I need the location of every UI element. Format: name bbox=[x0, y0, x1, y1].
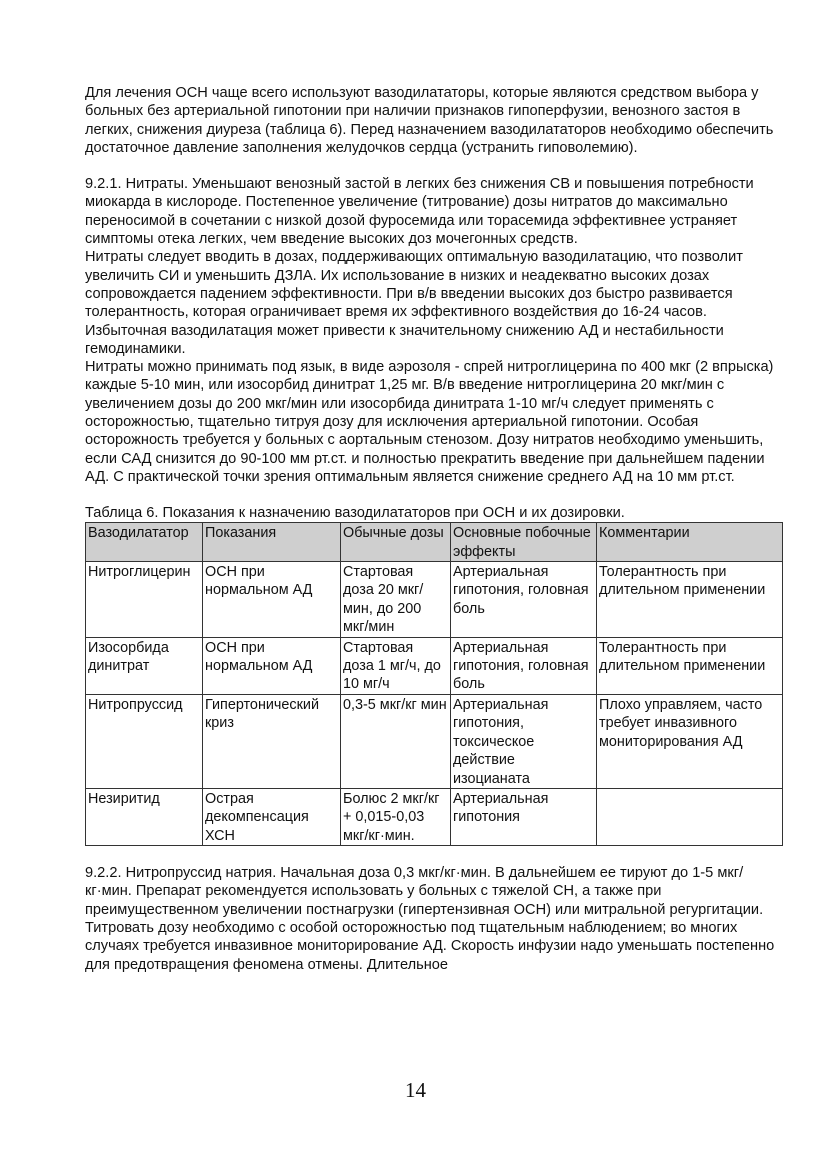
table-cell: Незиритид bbox=[86, 788, 203, 845]
paragraph-nitroprusside: 9.2.2. Нитропруссид натрия. Начальная доза 0,3 мкг/кг·мин. В дальнейшем ее тируют до 1-5 мкг/кг·мин. Препарат рекомендуется использовать у больных с тяжелой СН, а также при преимущественном увеличении постнагрузки (гипертензивная ОСН) или митральной регургитации. Титровать дозу необходимо с особой осторожностью под тщательным наблюдением; во многих случаях требуется инвазивное мониторирование АД. Скорость инфузии надо уменьшать постепенно для предотвращения феномена отмены. Длительное bbox=[85, 865, 775, 973]
table-cell: Острая декомпенсация ХСН bbox=[203, 788, 341, 845]
table-cell: Гипертонический криз bbox=[203, 694, 341, 788]
table-cell: 0,3-5 мкг/кг мин bbox=[341, 694, 451, 788]
table-cell: Стартовая доза 20 мкг/мин, до 200 мкг/мин bbox=[341, 562, 451, 638]
table-cell: Нитропруссид bbox=[86, 694, 203, 788]
column-header: Комментарии bbox=[597, 523, 783, 562]
table-cell bbox=[597, 788, 783, 845]
table-row bbox=[86, 562, 783, 638]
table-cell: Артериальная гипотония, головная боль bbox=[451, 637, 597, 694]
paragraph-intro: Для лечения ОСН чаще всего используют вазодилататоры, которые являются средством выбора у больных без артериальной гипотонии при наличии признаков гипоперфузии, венозного застоя в легких, снижения диуреза (таблица 6). Перед назначением вазодилататоров необходимо обеспечить достаточное давление заполнения желудочков сердца (устранить гиповолемию). bbox=[85, 85, 774, 156]
table-cell: Артериальная гипотония, головная боль bbox=[451, 562, 597, 638]
table-cell: Изосорбида динитрат bbox=[86, 637, 203, 694]
table-cell: Артериальная гипотония bbox=[451, 788, 597, 845]
table-cell: Нитроглицерин bbox=[86, 562, 203, 638]
paragraph-nitrate-dosing: Нитраты следует вводить в дозах, поддерживающих оптимальную вазодилатацию, что позволит увеличить СИ и уменьшить ДЗЛА. Их использование в низких и неадекватно высоких дозах сопровождается падением эффективности. При в/в введении высоких доз быстро развивается толерантность, которая ограничивает время их эффективного воздействия до 16-24 часов. Избыточная вазодилатация может привести к значительному снижению АД и нестабильности гемодинамики. bbox=[85, 249, 743, 357]
paragraph-nitrates: 9.2.1. Нитраты. Уменьшают венозный застой в легких без снижения СВ и повышения потребности миокарда в кислороде. Постепенное увеличение (титрование) дозы нитратов до максимально переносимой в сочетании с низкой дозой фуросемида или торасемида эффективнее устраняет симптомы отека легких, чем введение высоких доз мочегонных средств. bbox=[85, 176, 754, 248]
spacer bbox=[85, 846, 775, 864]
table-header-row bbox=[86, 523, 783, 562]
page-number: 14 bbox=[405, 1078, 426, 1102]
table-cell: ОСН при нормальном АД bbox=[203, 562, 341, 638]
spacer bbox=[85, 486, 775, 504]
table-cell: Плохо управляем, часто требует инвазивного мониторирования АД bbox=[597, 694, 783, 788]
table-caption: Таблица 6. Показания к назначению вазодилататоров при ОСН и их дозировки. bbox=[85, 505, 625, 522]
table-cell: ОСН при нормальном АД bbox=[203, 637, 341, 694]
paragraph-nitrate-routes: Нитраты можно принимать под язык, в виде аэрозоля - спрей нитроглицерина по 400 мкг (2 впрыска) каждые 5-10 мин, или изосорбид динитрат 1,25 мг. В/в введение нитроглицерина 20 мкг/мин с увеличением дозы до 200 мкг/мин или изосорбида динитрата 1-10 мг/ч следует применять с осторожностью, тщательно титруя дозу для исключения артериальной гипотонии. Особая осторожность требуется у больных с аортальным стенозом. Дозу нитратов необходимо уменьшить, если САД снизится до 90-100 мм рт.ст. и полностью прекратить введение при дальнейшем падении АД. С практической точки зрения оптимальным является снижение среднего АД на 10 мм рт.ст. bbox=[85, 359, 774, 485]
page-content bbox=[85, 84, 775, 974]
table-cell: Артериальная гипотония, токсическое действие изоцианата bbox=[451, 694, 597, 788]
table-row bbox=[86, 788, 783, 845]
vasodilator-table bbox=[85, 522, 783, 846]
spacer bbox=[85, 157, 775, 175]
table-cell: Стартовая доза 1 мг/ч, до 10 мг/ч bbox=[341, 637, 451, 694]
table-row bbox=[86, 694, 783, 788]
column-header: Обычные дозы bbox=[341, 523, 451, 562]
table-row bbox=[86, 637, 783, 694]
column-header: Основные побочные эффекты bbox=[451, 523, 597, 562]
column-header: Показания bbox=[203, 523, 341, 562]
column-header: Вазодилататор bbox=[86, 523, 203, 562]
table-cell: Толерантность при длительном применении bbox=[597, 562, 783, 638]
table-cell: Болюс 2 мкг/кг + 0,015-0,03 мкг/кг·мин. bbox=[341, 788, 451, 845]
table-cell: Толерантность при длительном применении bbox=[597, 637, 783, 694]
